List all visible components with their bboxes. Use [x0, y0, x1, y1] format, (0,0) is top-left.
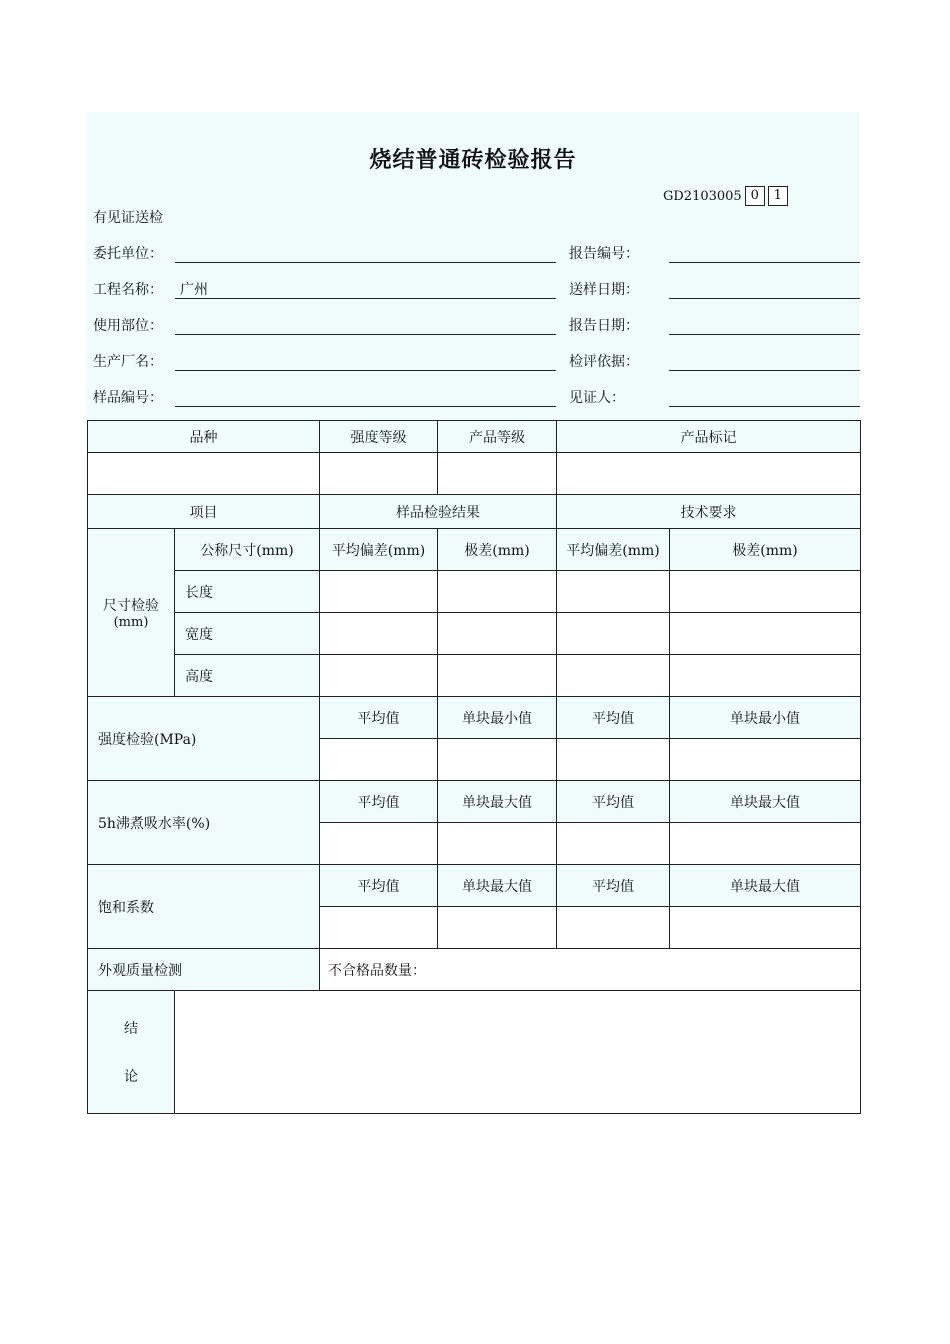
table-cell[interactable]	[320, 823, 438, 865]
table-cell[interactable]	[670, 571, 861, 613]
length-label: 长度	[175, 571, 320, 613]
witness-underline	[669, 406, 860, 407]
sampling-date-label: 送样日期：	[569, 282, 639, 298]
report-number-underline	[669, 262, 860, 263]
report-number-label: 报告编号：	[569, 246, 639, 262]
report-date-underline	[669, 334, 860, 335]
client-unit-label: 委托单位：	[93, 246, 163, 262]
table-cell[interactable]	[438, 613, 557, 655]
table-cell[interactable]	[438, 739, 557, 781]
table-row	[88, 529, 861, 571]
range-req-header: 极差(mm)	[670, 529, 861, 571]
appearance-value[interactable]: 不合格品数量：	[320, 949, 861, 991]
table-row	[88, 949, 861, 991]
strength-avg-result-header: 平均值	[320, 697, 438, 739]
range-result-header: 极差(mm)	[438, 529, 557, 571]
avg-deviation-result-header: 平均偏差(mm)	[320, 529, 438, 571]
height-label: 高度	[175, 655, 320, 697]
table-cell[interactable]	[320, 655, 438, 697]
table-row	[88, 421, 861, 453]
report-date-label: 报告日期：	[569, 318, 639, 334]
table-cell[interactable]	[557, 739, 670, 781]
appearance-label: 外观质量检测	[88, 949, 320, 991]
project-name-label: 工程名称：	[93, 282, 163, 298]
table-row	[88, 613, 861, 655]
project-name-underline	[175, 298, 556, 299]
avg-deviation-req-header: 平均偏差(mm)	[557, 529, 670, 571]
project-name-value[interactable]: 广州	[180, 282, 208, 298]
absorption-label: 5h沸煮吸水率(%)	[88, 781, 320, 865]
product-grade-cell[interactable]	[438, 453, 557, 495]
absorption-max-result-header: 单块最大值	[438, 781, 557, 823]
report-code-prefix: GD2103005	[663, 188, 742, 204]
table-cell[interactable]	[557, 613, 670, 655]
table-row	[88, 781, 861, 823]
strength-min-req-header: 单块最小值	[670, 697, 861, 739]
table-row	[88, 655, 861, 697]
table-row	[88, 865, 861, 907]
manufacturer-underline	[175, 370, 556, 371]
product-mark-cell[interactable]	[557, 453, 861, 495]
table-cell[interactable]	[670, 823, 861, 865]
inspection-table	[87, 420, 861, 1114]
table-cell[interactable]	[438, 823, 557, 865]
absorption-avg-result-header: 平均值	[320, 781, 438, 823]
strength-check-label: 强度检验(MPa)	[88, 697, 320, 781]
report-code	[663, 186, 788, 206]
table-row	[88, 571, 861, 613]
client-unit-underline	[175, 262, 556, 263]
table-cell[interactable]	[670, 613, 861, 655]
conclusion-cell[interactable]	[175, 991, 861, 1114]
dimension-check-label	[88, 529, 175, 697]
report-code-box-1: 0	[745, 186, 765, 206]
saturation-label: 饱和系数	[88, 865, 320, 949]
width-label: 宽度	[175, 613, 320, 655]
absorption-max-req-header: 单块最大值	[670, 781, 861, 823]
product-grade-header: 产品等级	[438, 421, 557, 453]
dimension-check-title: 尺寸检验	[103, 598, 159, 614]
witness-note: 有见证送检	[93, 210, 163, 226]
conclusion-label-char-2: 论	[124, 1069, 138, 1085]
table-cell[interactable]	[557, 823, 670, 865]
table-cell[interactable]	[438, 571, 557, 613]
saturation-avg-result-header: 平均值	[320, 865, 438, 907]
strength-grade-header: 强度等级	[320, 421, 438, 453]
table-cell[interactable]	[670, 739, 861, 781]
strength-avg-req-header: 平均值	[557, 697, 670, 739]
table-cell[interactable]	[670, 907, 861, 949]
table-cell[interactable]	[557, 655, 670, 697]
technical-requirement-header: 技术要求	[557, 495, 861, 529]
sample-result-header: 样品检验结果	[320, 495, 557, 529]
table-cell[interactable]	[320, 613, 438, 655]
report-title: 烧结普通砖检验报告	[369, 148, 577, 173]
table-cell[interactable]	[438, 907, 557, 949]
table-row	[88, 453, 861, 495]
sample-number-label: 样品编号：	[93, 390, 163, 406]
dimension-check-unit: (mm)	[113, 615, 149, 630]
table-row	[88, 991, 861, 1114]
witness-label: 见证人：	[569, 390, 625, 406]
sampling-date-underline	[669, 298, 860, 299]
absorption-avg-req-header: 平均值	[557, 781, 670, 823]
manufacturer-label: 生产厂名：	[93, 354, 163, 370]
table-cell[interactable]	[438, 655, 557, 697]
usage-location-label: 使用部位：	[93, 318, 163, 334]
saturation-max-result-header: 单块最大值	[438, 865, 557, 907]
table-row	[88, 697, 861, 739]
evaluation-basis-label: 检评依据：	[569, 354, 639, 370]
strength-grade-cell[interactable]	[320, 453, 438, 495]
table-cell[interactable]	[557, 907, 670, 949]
strength-min-result-header: 单块最小值	[438, 697, 557, 739]
table-cell[interactable]	[670, 655, 861, 697]
table-cell[interactable]	[320, 571, 438, 613]
table-cell[interactable]	[320, 907, 438, 949]
nominal-size-header: 公称尺寸(mm)	[175, 529, 320, 571]
variety-cell[interactable]	[88, 453, 320, 495]
variety-header: 品种	[88, 421, 320, 453]
product-mark-header: 产品标记	[557, 421, 861, 453]
evaluation-basis-underline	[669, 370, 860, 371]
table-cell[interactable]	[557, 571, 670, 613]
saturation-avg-req-header: 平均值	[557, 865, 670, 907]
usage-location-underline	[175, 334, 556, 335]
table-row	[88, 495, 861, 529]
report-code-box-2: 1	[768, 186, 788, 206]
conclusion-label-char-1: 结	[124, 1021, 138, 1037]
table-cell[interactable]	[320, 739, 438, 781]
sample-number-underline	[175, 406, 556, 407]
conclusion-label	[88, 991, 175, 1114]
saturation-max-req-header: 单块最大值	[670, 865, 861, 907]
item-header: 项目	[88, 495, 320, 529]
